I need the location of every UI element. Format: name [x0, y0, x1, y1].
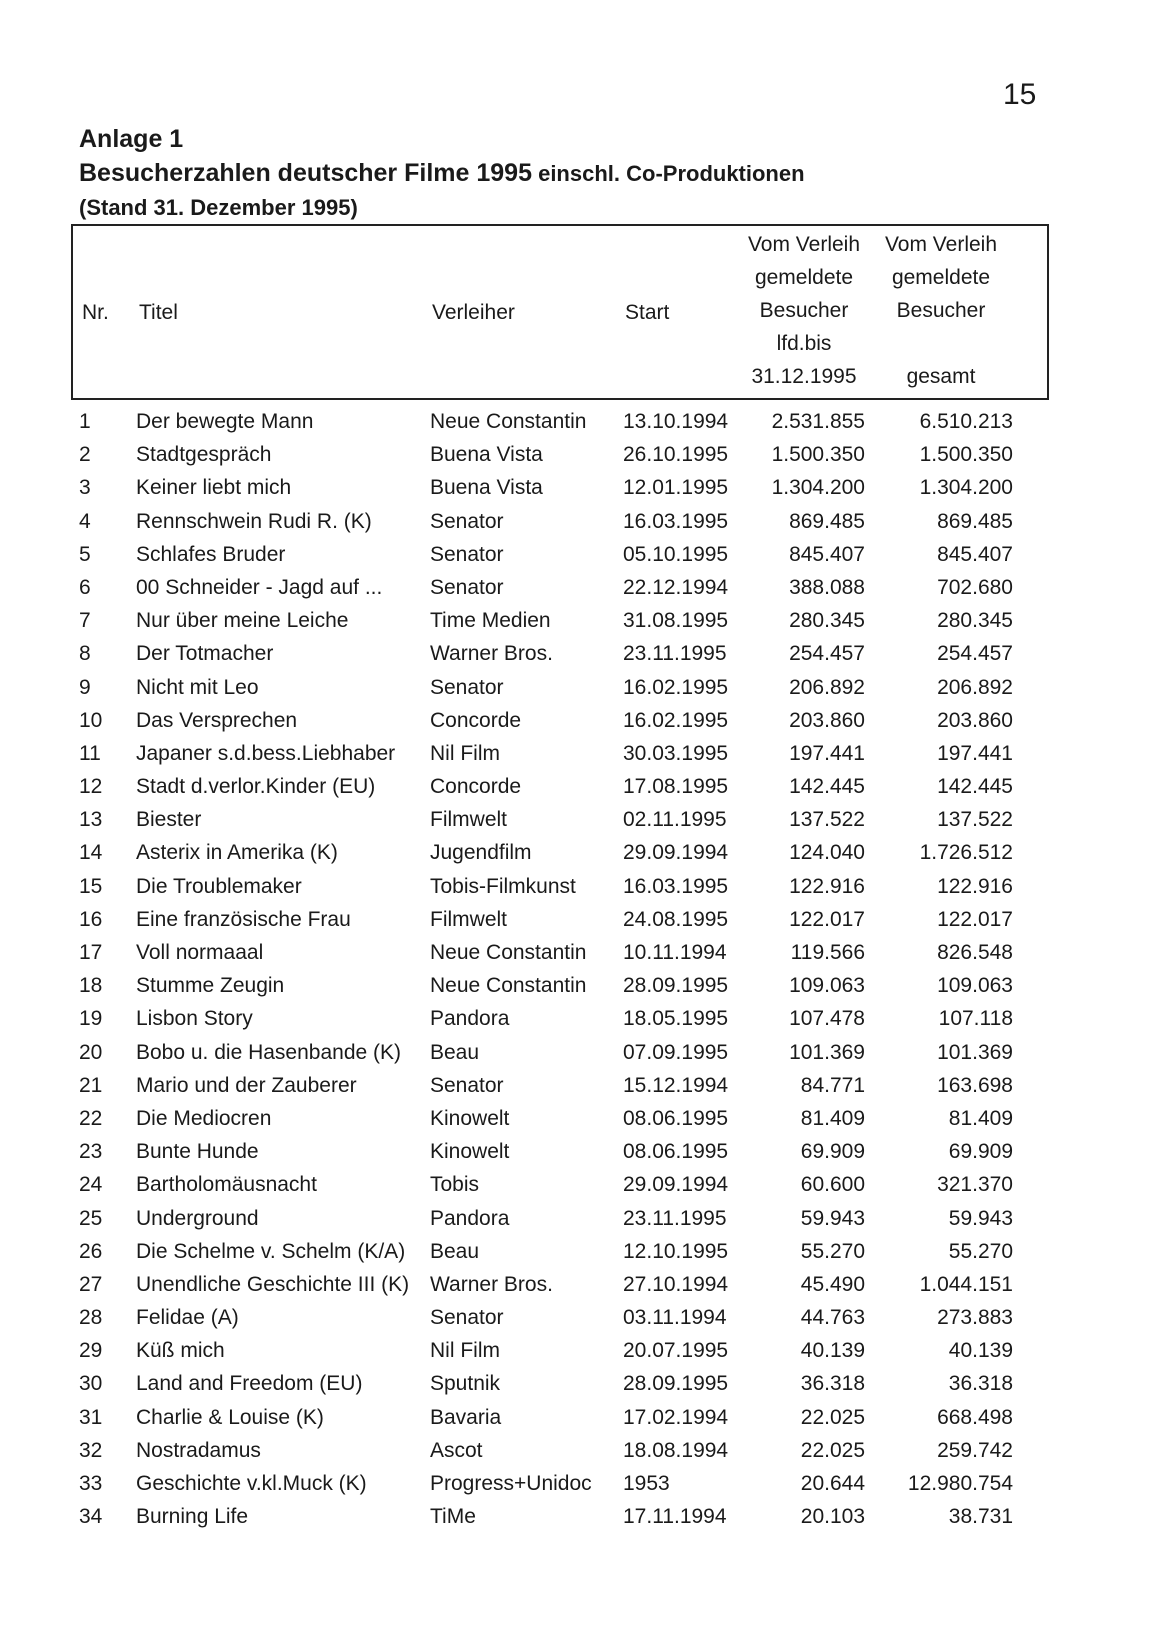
cell-visitors-total: 259.742 — [937, 1438, 1013, 1462]
cell-titel: Voll normaaal — [136, 941, 264, 964]
table-row — [71, 1135, 1051, 1168]
cell-verleiher: Neue Constantin — [430, 974, 587, 998]
cell-visitors-to-date: 81.409 — [800, 1106, 865, 1130]
table-row — [71, 1202, 1051, 1235]
cell-verleiher: Sputnik — [430, 1372, 501, 1396]
cell-visitors-total: 1.044.151 — [919, 1272, 1013, 1296]
table-row — [71, 969, 1051, 1002]
table-row — [71, 1334, 1051, 1367]
cell-visitors-to-date: 124.040 — [789, 841, 865, 865]
cell-titel: Lisbon Story — [136, 1007, 253, 1031]
header-visitors-to-date-line: Vom Verleih — [747, 233, 861, 256]
cell-nr: 24 — [79, 1173, 103, 1197]
cell-nr: 5 — [79, 542, 91, 566]
table-row — [71, 604, 1051, 637]
header-visitors-total-line: gemeldete — [891, 266, 991, 289]
cell-visitors-to-date: 55.270 — [800, 1239, 865, 1263]
cell-titel: Die Schelme v. Schelm (K/A) — [136, 1239, 406, 1263]
cell-visitors-to-date: 84.771 — [800, 1073, 865, 1097]
cell-verleiher: TiMe — [430, 1505, 476, 1529]
document-heading — [79, 122, 805, 225]
cell-nr: 11 — [79, 741, 101, 765]
cell-visitors-total: 163.698 — [937, 1073, 1013, 1097]
header-verleiher: Verleiher — [432, 301, 515, 324]
cell-nr: 4 — [79, 509, 91, 533]
cell-visitors-to-date: 40.139 — [800, 1339, 865, 1363]
cell-start: 10.11.1994 — [623, 941, 727, 964]
cell-visitors-to-date: 119.566 — [790, 941, 865, 964]
cell-start: 29.09.1994 — [623, 841, 729, 865]
cell-visitors-total: 122.017 — [937, 907, 1013, 931]
cell-start: 17.08.1995 — [623, 775, 729, 799]
cell-visitors-total: 826.548 — [937, 941, 1013, 964]
cell-visitors-to-date: 142.445 — [789, 775, 865, 799]
cell-verleiher: Time Medien — [430, 609, 551, 633]
cell-visitors-total: 206.892 — [937, 675, 1013, 699]
cell-titel: Der Totmacher — [136, 642, 274, 666]
cell-start: 23.11.1995 — [623, 1206, 727, 1230]
cell-titel: Das Versprechen — [136, 708, 298, 732]
cell-visitors-to-date: 22.025 — [800, 1438, 865, 1462]
table-row — [71, 1301, 1051, 1334]
cell-verleiher: Warner Bros. — [430, 642, 553, 666]
cell-verleiher: Progress+Unidoc — [430, 1472, 592, 1495]
table-row — [71, 903, 1051, 936]
table-row — [71, 704, 1051, 737]
cell-nr: 16 — [79, 907, 103, 931]
cell-titel: 00 Schneider - Jagd auf ... — [136, 575, 383, 599]
cell-visitors-to-date: 1.304.200 — [771, 476, 865, 500]
table-row — [71, 870, 1051, 903]
header-visitors-total-line: Vom Verleih — [884, 233, 998, 256]
cell-titel: Biester — [136, 808, 202, 832]
cell-verleiher: Senator — [430, 675, 504, 699]
cell-nr: 28 — [79, 1306, 103, 1330]
cell-start: 12.01.1995 — [623, 476, 729, 500]
cell-visitors-to-date: 869.485 — [789, 509, 865, 533]
cell-verleiher: Nil Film — [430, 1339, 500, 1363]
cell-nr: 20 — [79, 1040, 103, 1064]
cell-titel: Japaner s.d.bess.Liebhaber — [136, 741, 396, 765]
cell-visitors-total: 280.345 — [937, 609, 1013, 633]
cell-verleiher: Pandora — [430, 1206, 510, 1230]
cell-visitors-total: 1.726.512 — [919, 841, 1013, 865]
cell-visitors-to-date: 36.318 — [800, 1372, 865, 1396]
cell-visitors-to-date: 280.345 — [789, 609, 865, 633]
cell-visitors-to-date: 20.644 — [800, 1472, 865, 1495]
cell-nr: 14 — [79, 841, 103, 865]
cell-visitors-to-date: 254.457 — [789, 642, 865, 666]
table-row — [71, 637, 1051, 670]
cell-start: 18.05.1995 — [623, 1007, 729, 1031]
cell-visitors-total: 702.680 — [937, 575, 1013, 599]
table-row — [71, 1500, 1051, 1533]
cell-nr: 2 — [79, 443, 91, 467]
cell-verleiher: Pandora — [430, 1007, 510, 1031]
table-row — [71, 1401, 1051, 1434]
cell-visitors-to-date: 101.369 — [789, 1040, 865, 1064]
cell-visitors-total: 69.909 — [948, 1140, 1013, 1164]
cell-visitors-total: 36.318 — [948, 1372, 1013, 1396]
cell-start: 26.10.1995 — [623, 443, 729, 467]
cell-titel: Stadt d.verlor.Kinder (EU) — [136, 775, 376, 799]
cell-verleiher: Neue Constantin — [430, 410, 587, 433]
cell-titel: Nicht mit Leo — [136, 675, 259, 699]
cell-visitors-to-date: 122.916 — [789, 874, 865, 898]
cell-start: 15.12.1994 — [623, 1073, 729, 1097]
cell-verleiher: Beau — [430, 1239, 480, 1263]
cell-verleiher: Jugendfilm — [430, 841, 532, 865]
cell-visitors-to-date: 2.531.855 — [771, 410, 865, 433]
header-visitors-to-date-line: gemeldete — [754, 266, 854, 289]
table-row — [71, 538, 1051, 571]
header-titel: Titel — [139, 301, 178, 324]
cell-visitors-total: 40.139 — [948, 1339, 1013, 1363]
cell-visitors-to-date: 845.407 — [789, 542, 865, 566]
page-number: 15 — [1003, 78, 1037, 111]
cell-visitors-total: 845.407 — [937, 542, 1013, 566]
cell-start: 27.10.1994 — [623, 1272, 729, 1296]
cell-visitors-total: 38.731 — [948, 1505, 1013, 1529]
cell-visitors-total: 101.369 — [937, 1040, 1013, 1064]
table-row — [71, 836, 1051, 869]
cell-titel: Küß mich — [136, 1339, 225, 1363]
cell-verleiher: Filmwelt — [430, 907, 507, 931]
header-visitors-total-spacer — [865, 327, 1017, 360]
cell-nr: 18 — [79, 974, 103, 998]
cell-titel: Unendliche Geschichte III (K) — [136, 1272, 410, 1296]
cell-verleiher: Ascot — [430, 1438, 483, 1462]
cell-visitors-total: 1.500.350 — [919, 443, 1013, 467]
cell-visitors-to-date: 60.600 — [800, 1173, 865, 1197]
cell-visitors-total: 197.441 — [937, 741, 1013, 765]
header-nr: Nr. — [82, 301, 109, 324]
cell-titel: Charlie & Louise (K) — [136, 1405, 324, 1429]
cell-visitors-total: 869.485 — [937, 509, 1013, 533]
cell-visitors-to-date: 197.441 — [789, 741, 865, 765]
cell-nr: 34 — [79, 1505, 103, 1529]
cell-start: 17.11.1994 — [623, 1505, 727, 1529]
cell-titel: Land and Freedom (EU) — [136, 1372, 363, 1396]
cell-visitors-to-date: 1.500.350 — [771, 443, 865, 467]
cell-visitors-total: 137.522 — [937, 808, 1013, 832]
table-row — [71, 770, 1051, 803]
cell-titel: Stumme Zeugin — [136, 974, 285, 998]
cell-start: 13.10.1994 — [623, 410, 729, 433]
cell-visitors-to-date: 59.943 — [800, 1206, 865, 1230]
cell-visitors-to-date: 122.017 — [789, 907, 865, 931]
table-row — [71, 1069, 1051, 1102]
cell-nr: 1 — [79, 410, 91, 433]
cell-visitors-total: 81.409 — [948, 1106, 1013, 1130]
table-header — [71, 224, 1049, 400]
cell-titel: Bobo u. die Hasenbande (K) — [136, 1040, 402, 1064]
header-visitors-to-date — [728, 228, 880, 393]
cell-start: 31.08.1995 — [623, 609, 729, 633]
cell-verleiher: Kinowelt — [430, 1140, 510, 1164]
cell-visitors-to-date: 206.892 — [789, 675, 865, 699]
cell-start: 22.12.1994 — [623, 575, 729, 599]
table-row — [71, 505, 1051, 538]
cell-nr: 27 — [79, 1272, 103, 1296]
table-row — [71, 936, 1051, 969]
cell-visitors-total: 109.063 — [937, 974, 1013, 998]
cell-verleiher: Neue Constantin — [430, 941, 587, 964]
header-visitors-total-line: Besucher — [896, 299, 986, 322]
cell-visitors-total: 12.980.754 — [907, 1472, 1013, 1495]
cell-titel: Felidae (A) — [136, 1306, 239, 1330]
cell-verleiher: Filmwelt — [430, 808, 507, 832]
cell-nr: 6 — [79, 575, 91, 599]
cell-start: 03.11.1994 — [623, 1306, 727, 1330]
cell-verleiher: Senator — [430, 575, 504, 599]
cell-verleiher: Kinowelt — [430, 1106, 510, 1130]
cell-nr: 3 — [79, 476, 91, 500]
table-row — [71, 1168, 1051, 1201]
cell-visitors-to-date: 203.860 — [789, 708, 865, 732]
header-visitors-total — [865, 228, 1017, 393]
cell-start: 20.07.1995 — [623, 1339, 729, 1363]
table-row — [71, 438, 1051, 471]
cell-visitors-total: 321.370 — [937, 1173, 1013, 1197]
cell-visitors-total: 254.457 — [937, 642, 1013, 666]
cell-verleiher: Warner Bros. — [430, 1272, 553, 1296]
table-row — [71, 1036, 1051, 1069]
cell-visitors-total: 59.943 — [948, 1206, 1013, 1230]
cell-titel: Mario und der Zauberer — [136, 1073, 357, 1097]
cell-titel: Eine französische Frau — [136, 907, 351, 931]
header-visitors-to-date-line: Besucher — [759, 299, 849, 322]
cell-start: 24.08.1995 — [623, 907, 729, 931]
cell-start: 05.10.1995 — [623, 542, 729, 566]
cell-start: 29.09.1994 — [623, 1173, 729, 1197]
cell-start: 07.09.1995 — [623, 1040, 729, 1064]
cell-visitors-to-date: 44.763 — [800, 1306, 865, 1330]
cell-titel: Stadtgespräch — [136, 443, 272, 467]
table-row — [71, 671, 1051, 704]
cell-visitors-total: 6.510.213 — [919, 410, 1013, 433]
cell-verleiher: Beau — [430, 1040, 480, 1064]
cell-nr: 29 — [79, 1339, 103, 1363]
cell-start: 16.02.1995 — [623, 708, 729, 732]
cell-titel: Der bewegte Mann — [136, 410, 314, 433]
cell-verleiher: Senator — [430, 509, 504, 533]
cell-verleiher: Concorde — [430, 708, 522, 732]
table-row — [71, 1002, 1051, 1035]
header-visitors-to-date-line: 31.12.1995 — [751, 365, 857, 388]
cell-visitors-total: 203.860 — [937, 708, 1013, 732]
cell-titel: Schlafes Bruder — [136, 542, 286, 566]
cell-visitors-total: 55.270 — [948, 1239, 1013, 1263]
cell-nr: 23 — [79, 1140, 103, 1164]
cell-visitors-total: 1.304.200 — [919, 476, 1013, 500]
cell-verleiher: Senator — [430, 542, 504, 566]
cell-verleiher: Senator — [430, 1073, 504, 1097]
table-row — [71, 1467, 1051, 1500]
cell-titel: Die Mediocren — [136, 1106, 272, 1130]
document-date-note: (Stand 31. Dezember 1995) — [79, 195, 358, 220]
table-row — [71, 405, 1051, 438]
cell-start: 18.08.1994 — [623, 1438, 729, 1462]
cell-nr: 19 — [79, 1007, 103, 1031]
cell-nr: 15 — [79, 874, 103, 898]
table-row — [71, 1268, 1051, 1301]
cell-visitors-total: 142.445 — [937, 775, 1013, 799]
cell-visitors-to-date: 45.490 — [800, 1272, 865, 1296]
cell-verleiher: Buena Vista — [430, 443, 543, 467]
cell-verleiher: Tobis — [430, 1173, 480, 1197]
cell-visitors-total: 122.916 — [937, 874, 1013, 898]
cell-start: 08.06.1995 — [623, 1106, 729, 1130]
table-row — [71, 803, 1051, 836]
cell-titel: Underground — [136, 1206, 259, 1230]
cell-titel: Bartholomäusnacht — [136, 1173, 317, 1197]
table-row — [71, 1434, 1051, 1467]
cell-nr: 10 — [79, 708, 103, 732]
cell-visitors-total: 107.118 — [938, 1007, 1013, 1031]
cell-start: 12.10.1995 — [623, 1239, 729, 1263]
cell-verleiher: Senator — [430, 1306, 504, 1330]
header-visitors-to-date-line: lfd.bis — [776, 332, 832, 355]
cell-visitors-to-date: 137.522 — [789, 808, 865, 832]
cell-verleiher: Tobis-Filmkunst — [430, 874, 576, 898]
cell-nr: 8 — [79, 642, 91, 666]
cell-start: 1953 — [623, 1472, 670, 1495]
cell-nr: 30 — [79, 1372, 103, 1396]
document-title-suffix: einschl. Co-Produktionen — [531, 161, 805, 186]
cell-nr: 33 — [79, 1472, 103, 1495]
document-title — [79, 156, 805, 191]
document-title-main: Besucherzahlen deutscher Filme 1995 — [79, 159, 532, 187]
cell-nr: 26 — [79, 1239, 103, 1263]
cell-start: 16.02.1995 — [623, 675, 729, 699]
cell-visitors-to-date: 107.478 — [789, 1007, 865, 1031]
cell-titel: Bunte Hunde — [136, 1140, 259, 1164]
cell-titel: Die Troublemaker — [136, 874, 302, 898]
cell-visitors-to-date: 388.088 — [789, 575, 865, 599]
cell-titel: Burning Life — [136, 1505, 249, 1529]
cell-visitors-total: 273.883 — [937, 1306, 1013, 1330]
cell-nr: 25 — [79, 1206, 103, 1230]
cell-visitors-to-date: 20.103 — [800, 1505, 865, 1529]
cell-visitors-to-date: 109.063 — [789, 974, 865, 998]
cell-start: 08.06.1995 — [623, 1140, 729, 1164]
cell-titel: Geschichte v.kl.Muck (K) — [136, 1472, 367, 1495]
header-visitors-total-line: gesamt — [906, 365, 976, 388]
cell-titel: Keiner liebt mich — [136, 476, 292, 500]
cell-nr: 13 — [79, 808, 103, 832]
cell-visitors-to-date: 22.025 — [800, 1405, 865, 1429]
cell-start: 16.03.1995 — [623, 874, 729, 898]
cell-start: 16.03.1995 — [623, 509, 729, 533]
cell-verleiher: Buena Vista — [430, 476, 543, 500]
cell-nr: 32 — [79, 1438, 103, 1462]
cell-titel: Rennschwein Rudi R. (K) — [136, 509, 372, 533]
annex-title: Anlage 1 — [79, 125, 184, 153]
cell-nr: 31 — [79, 1405, 103, 1429]
table-row — [71, 737, 1051, 770]
cell-start: 17.02.1994 — [623, 1405, 729, 1429]
cell-visitors-total: 668.498 — [937, 1405, 1013, 1429]
cell-titel: Nur über meine Leiche — [136, 609, 349, 633]
table-row — [71, 571, 1051, 604]
cell-start: 28.09.1995 — [623, 974, 729, 998]
cell-nr: 21 — [79, 1073, 103, 1097]
cell-visitors-to-date: 69.909 — [800, 1140, 865, 1164]
cell-nr: 17 — [79, 941, 103, 964]
cell-verleiher: Bavaria — [430, 1405, 502, 1429]
cell-start: 02.11.1995 — [623, 808, 727, 832]
cell-start: 28.09.1995 — [623, 1372, 729, 1396]
table-row — [71, 471, 1051, 504]
cell-start: 30.03.1995 — [623, 741, 729, 765]
cell-titel: Nostradamus — [136, 1438, 261, 1462]
cell-nr: 12 — [79, 775, 103, 799]
cell-verleiher: Nil Film — [430, 741, 500, 765]
table-row — [71, 1367, 1051, 1400]
header-start: Start — [625, 301, 670, 324]
table-row — [71, 1102, 1051, 1135]
cell-verleiher: Concorde — [430, 775, 522, 799]
cell-start: 23.11.1995 — [623, 642, 727, 666]
table-body — [71, 405, 1051, 1533]
cell-nr: 7 — [79, 609, 91, 633]
cell-nr: 9 — [79, 675, 91, 699]
table-row — [71, 1235, 1051, 1268]
cell-nr: 22 — [79, 1106, 103, 1130]
cell-titel: Asterix in Amerika (K) — [136, 841, 338, 865]
